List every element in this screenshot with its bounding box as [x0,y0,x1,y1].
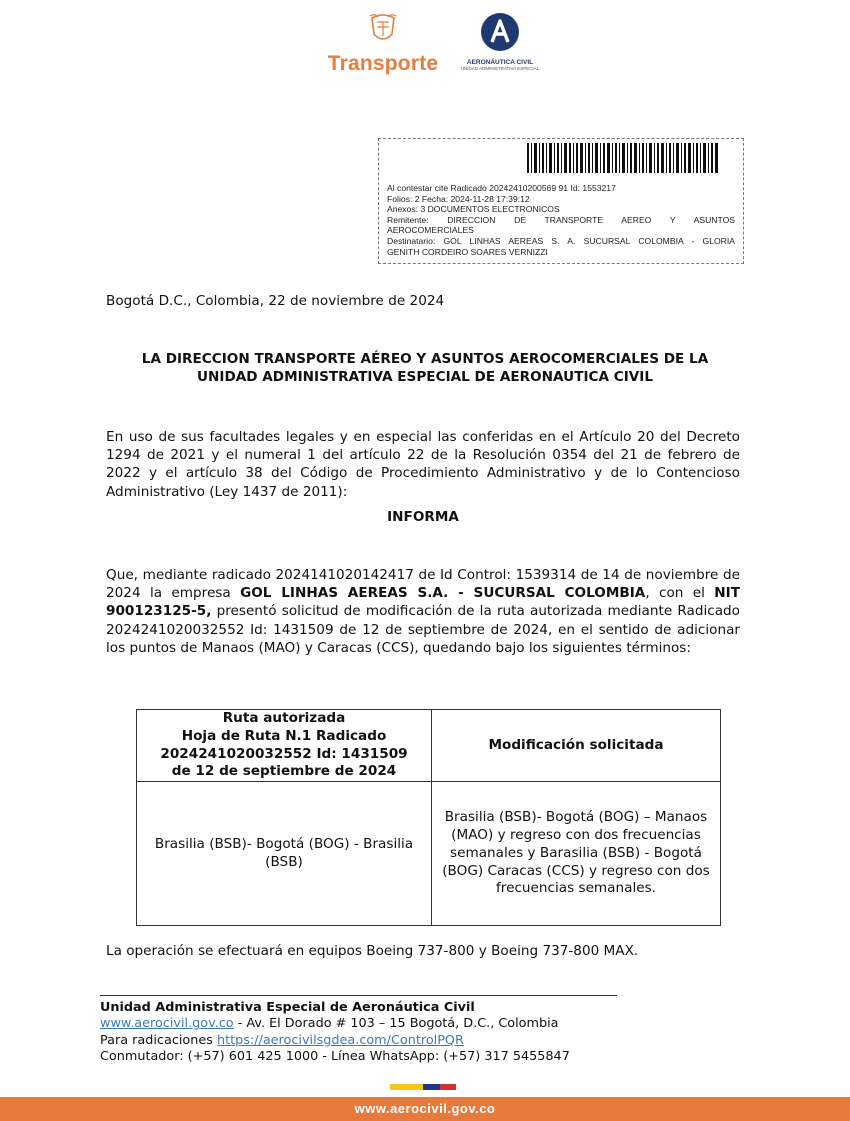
letter-heading [100,350,750,386]
aerocivil-logo-line1: AERONÁUTICA CIVIL [466,59,534,66]
request-paragraph [106,566,740,657]
authorized-route-header-line1: Ruta autorizada [222,710,346,726]
footer-rule [100,995,617,996]
transporte-logo [322,12,444,74]
barcode-icon [527,143,719,173]
footer-band [0,1097,850,1121]
informa-title: INFORMA [387,509,459,525]
radicaciones-label: Para radicaciones [100,1032,217,1048]
stamp-text [387,183,735,257]
request-text-a: Que, mediante radicado 2024141020142417 de Id Control: 1539314 de 14 de noviembre de 2024 la empresa [106,567,740,602]
heading-line-1: LA DIRECCION TRANSPORTE AÉREO Y ASUNTOS AEROCOMERCIALES DE LA [141,351,709,367]
aerocivil-a-icon [480,12,520,52]
authorized-route-header-line4: de 12 de septiembre de 2024 [171,763,397,780]
footer-radicaciones-line [100,1033,570,1049]
route-table [136,709,721,926]
table-header-row [137,710,721,782]
stamp-line-radicado: Al contestar cite Radicado 20242410200569 91 Id: 1553217 [387,183,616,193]
legal-basis-paragraph: En uso de sus facultades legales y en especial las conferidas en el Artículo 20 del Decreto 1294 de 2021 y el numeral 1 del artículo 22 de la Resolución 0354 del 21 de febrero de 2022 y el artículo 38 del Código de Procedimiento Administrativo y de lo Contencioso Administrativo (Ley 1437 de 2011): [106,429,740,500]
letter-date: Bogotá D.C., Colombia, 22 de noviembre de 2024 [106,293,445,309]
footer-conmutador: Conmutador: (+57) 601 425 1000 - Línea WhatsApp: (+57) 317 5455847 [100,1049,570,1065]
company-nit: NIT 900123125-5, [106,585,740,620]
website-link[interactable]: www.aerocivil.gov.co [100,1016,234,1032]
footer-band-url[interactable]: www.aerocivil.gov.co [354,1101,496,1116]
authorized-route-cell: Brasilia (BSB)- Bogotá (BOG) - Brasilia (BSB) [137,782,432,926]
authorized-route-header-line2: Hoja de Ruta N.1 Radicado [181,727,387,744]
stamp-line-destinatario-cont: GENITH CORDEIRO SOARES VERNIZZI [387,246,548,257]
aerocivil-logo-line2: UNIDAD ADMINISTRATIVA ESPECIAL [460,66,540,71]
heading-line-2: UNIDAD ADMINISTRATIVA ESPECIAL DE AERONAUTICA CIVIL [196,369,654,386]
table-row [137,782,721,926]
colombia-coat-of-arms-icon [368,12,398,46]
footer-address: - Av. El Dorado # 103 – 15 Bogotá, D.C., Colombia [233,1016,559,1032]
stamp-line-anexos: Anexos: 3 DOCUMENTOS ELECTRONICOS [387,204,560,215]
operation-equipment-note: La operación se efectuará en equipos Boeing 737-800 y Boeing 737-800 MAX. [106,943,639,959]
stamp-line-destinatario: Destinatario: GOL LINHAS AEREAS S. A. SUCURSAL COLOMBIA - GLORIA [387,235,735,246]
aerocivil-logo [455,12,545,74]
authorized-route-header-line3: 2024241020032552 Id: 1431509 [160,745,408,762]
footer-org-name: Unidad Administrativa Especial de Aeronáutica Civil [100,1000,475,1015]
authorized-route-header [137,710,432,782]
request-text-c: presentó solicitud de modificación de la ruta autorizada mediante Radicado 2024241020032552 Id: 1431509 de 12 de septiembre de 2024, en el sentido de adicionar los puntos de Manaos (MAO) y Caracas (CCS), quedando bajo los siguientes términos: [106,603,740,656]
flag-red-stripe [440,1084,456,1090]
company-name: GOL LINHAS AEREAS S.A. - SUCURSAL COLOMBIA [240,585,646,602]
stamp-line-remitente-cont: AEROCOMERCIALES [387,225,474,236]
requested-modification-cell: Brasilia (BSB)- Bogotá (BOG) – Manaos (MAO) y regreso con dos frecuencias semanales y Barasilia (BSB) - Bogotá (BOG) Caracas (CCS) y regreso con dos frecuencias semanales. [432,782,721,926]
stamp-line-folios: Folios: 2 Fecha: 2024-11-28 17:39:12 [387,193,530,204]
footer-contact [100,1000,570,1066]
request-text-b: , con el [645,585,715,602]
colombia-flag-bar [390,1084,456,1090]
stamp-line-remitente: Remitente: DIRECCION DE TRANSPORTE AEREO Y ASUNTOS [387,214,735,225]
requested-modification-header: Modificación solicitada [432,710,721,782]
radicado-stamp [378,138,744,264]
flag-yellow-stripe [390,1084,423,1090]
transporte-logo-text: Transporte [327,52,439,75]
flag-blue-stripe [423,1084,440,1090]
control-pqr-link[interactable]: https://aerocivilsgdea.com/ControlPQR [216,1032,464,1048]
footer-address-line [100,1016,570,1032]
